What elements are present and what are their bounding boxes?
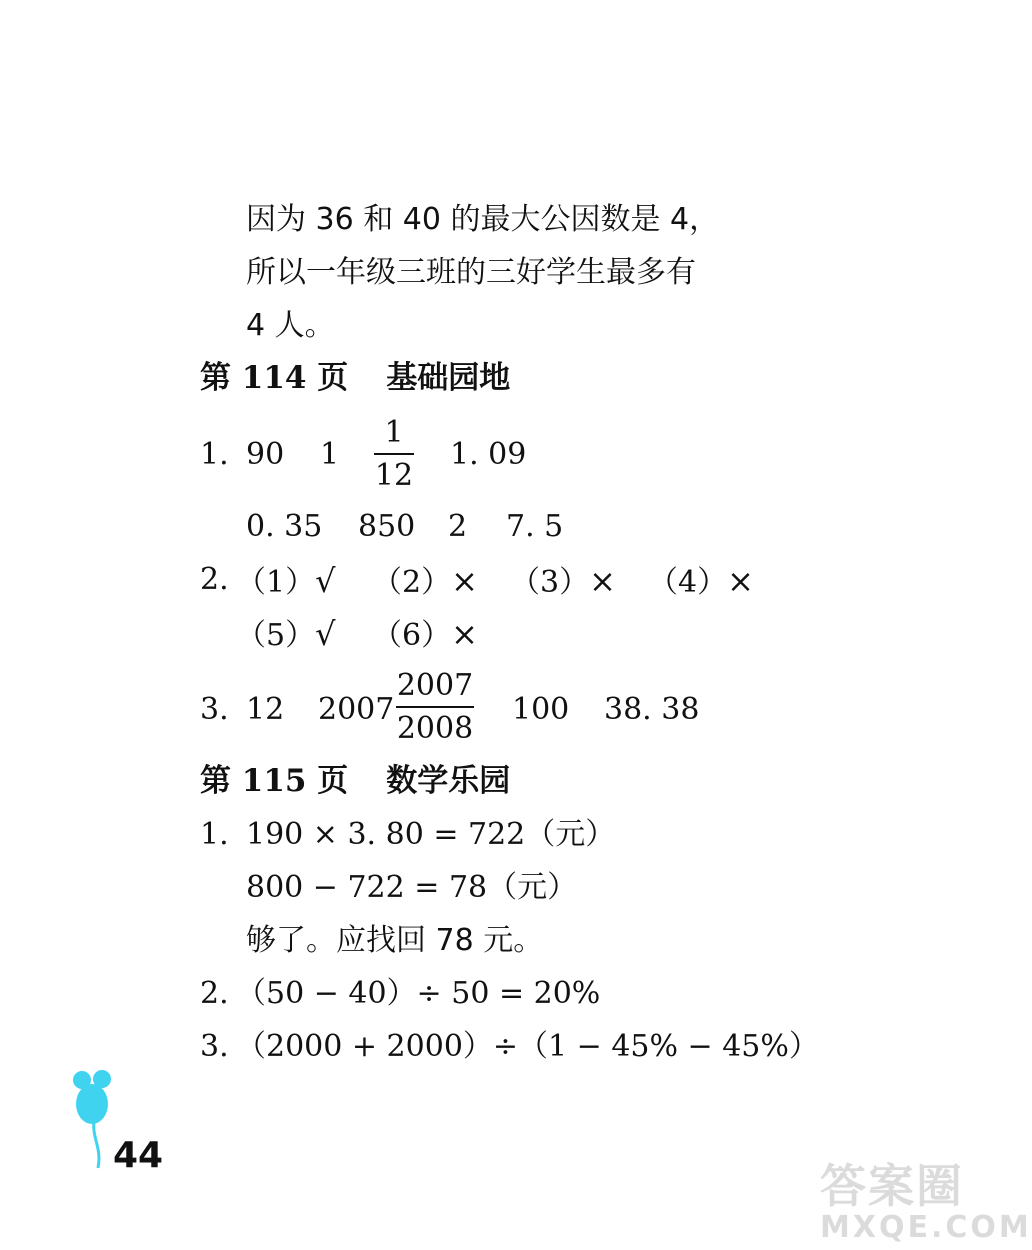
- q114-3-d: 38. 38: [604, 692, 700, 727]
- section-115-heading: [200, 763, 511, 799]
- q114-3-mixed-whole: 2007: [318, 692, 395, 727]
- q114-1-fraction: [374, 415, 414, 493]
- fraction-denominator: 2008: [396, 711, 474, 746]
- watermark-bottom-text: MXQE.COM: [820, 1210, 1032, 1245]
- q115-3-num: 3.: [200, 1029, 229, 1064]
- section-115-page: 第 115 页: [200, 763, 349, 799]
- q114-1-a: 90: [246, 437, 285, 472]
- q114-1-row2-a: 0. 35: [246, 509, 323, 544]
- q114-1-b: 1: [320, 437, 340, 472]
- q115-3-line: （2000 + 2000）÷（1 − 45% − 45%）: [236, 1029, 819, 1064]
- section-114-page: 第 114 页: [200, 360, 349, 396]
- page-number: 44: [113, 1135, 164, 1176]
- watermark-logo: [820, 1150, 1032, 1245]
- q114-1-num: 1.: [200, 437, 229, 472]
- fraction-bar: [396, 706, 474, 708]
- section-115-title: 数学乐园: [386, 763, 511, 799]
- q115-1-line-1: 190 × 3. 80 = 722（元）: [246, 817, 616, 852]
- section-114-title: 基础园地: [386, 360, 511, 396]
- q114-2-item-4: （4）×: [648, 562, 754, 600]
- section-114-heading: [200, 360, 511, 396]
- q114-3-num: 3.: [200, 692, 229, 727]
- q114-2-item-3: （3）×: [510, 562, 616, 600]
- watermark-top-text: 答案圈: [820, 1159, 964, 1213]
- q115-1-num: 1.: [200, 817, 229, 852]
- cross-mark-icon: ×: [451, 562, 478, 600]
- q114-2-item-1: （1）√: [236, 562, 336, 600]
- q114-2-num: 2.: [200, 562, 229, 597]
- cross-mark-icon: ×: [451, 615, 478, 653]
- q115-1-line-2: 800 − 722 = 78（元）: [246, 870, 578, 905]
- q115-2-num: 2.: [200, 976, 229, 1011]
- q114-2-item-2: （2）×: [372, 562, 478, 600]
- cross-mark-icon: ×: [727, 562, 754, 600]
- fraction-numerator: 2007: [396, 668, 474, 703]
- q115-1-line-3: 够了。应找回 78 元。: [246, 923, 544, 958]
- check-mark-icon: √: [315, 562, 336, 600]
- fraction-numerator: 1: [384, 415, 404, 450]
- intro-line-1: 因为 36 和 40 的最大公因数是 4，: [246, 202, 720, 237]
- q114-3-a: 12: [246, 692, 285, 727]
- q115-2-line: （50 − 40）÷ 50 = 20%: [236, 976, 601, 1011]
- intro-line-2: 所以一年级三班的三好学生最多有: [246, 255, 696, 290]
- cross-mark-icon: ×: [589, 562, 616, 600]
- q114-2-item-5: （5）√: [236, 615, 336, 653]
- mouse-mascot-icon: [72, 1068, 116, 1172]
- q114-3-fraction: [396, 668, 474, 746]
- q114-1-row2-c: 2: [448, 509, 468, 544]
- q114-3-c: 100: [512, 692, 570, 727]
- intro-line-3: 4 人。: [246, 308, 335, 343]
- q114-1-c: 1. 09: [450, 437, 527, 472]
- q114-1-row2-d: 7. 5: [506, 509, 564, 544]
- fraction-denominator: 12: [374, 458, 414, 493]
- fraction-bar: [374, 453, 414, 455]
- q114-2-item-6: （6）×: [372, 615, 478, 653]
- check-mark-icon: √: [315, 615, 336, 653]
- q114-1-row2-b: 850: [358, 509, 416, 544]
